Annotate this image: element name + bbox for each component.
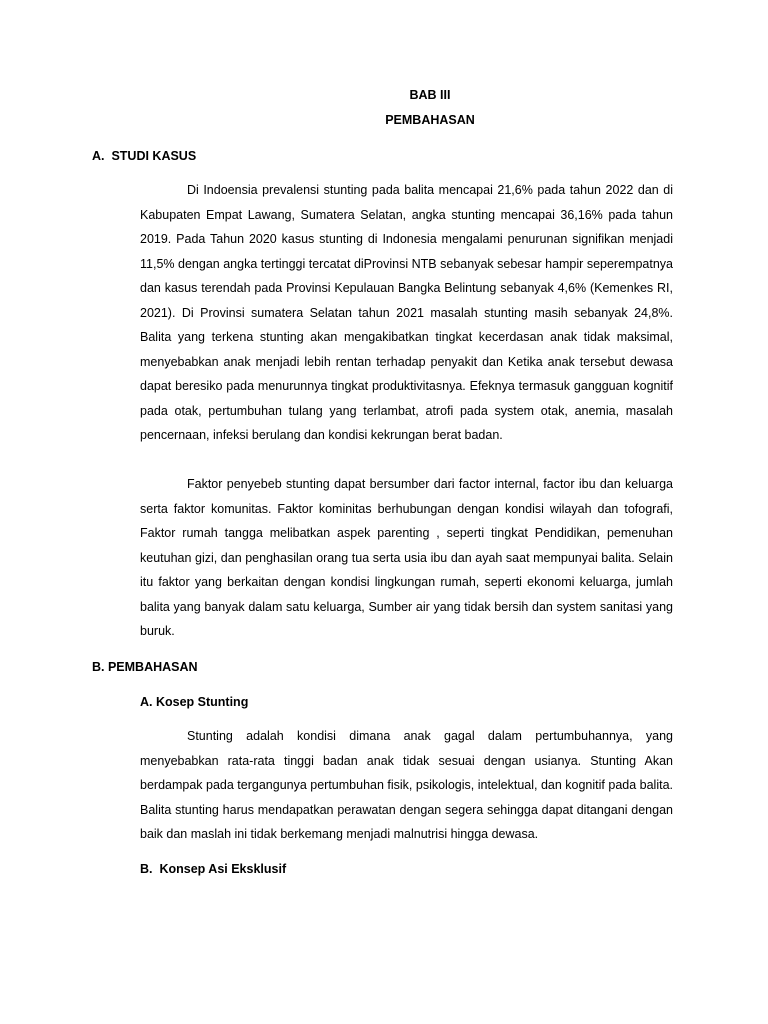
- subsection-a-paragraph: Stunting adalah kondisi dimana anak gagal dalam pertumbuhannya, yang menyebabkan rata-rata tinggi badan anak tidak sesuai dengan usianya. Stunting Akan berdampak pada tergangunya pertumbuhan fisik, psikologis, intelektual, dan kognitif pada balita. Balita stunting harus mendapatkan perawatan dengan segera sehingga dapat ditangani dengan baik dan maslah ini tidak berkemang menjadi malnutrisi hingga dewasa.: [140, 729, 673, 841]
- section-a-paragraph-1: Di Indoensia prevalensi stunting pada balita mencapai 21,6% pada tahun 2022 dan di Kabupaten Empat Lawang, Sumatera Selatan, angka stunting mencapai 36,16% pada tahun 2019. Pada Tahun 2020 kasus stunting di Indonesia mengalami penurunan signifikan menjadi 11,5% dengan angka tertinggi tercatat diProvinsi NTB sebanyak sebesar hampir seperempatnya dan kasus terendah pada Provinsi Kepulauan Bangka Belintung sebanyak 4,6% (Kemenkes RI, 2021). Di Provinsi sumatera Selatan tahun 2021 masalah stunting masih sebanyak 24,8%. Balita yang terkena stunting akan mengakibatkan tingkat kecerdasan anak tidak maksimal, menyebabkan anak menjadi lebih rentan terhadap penyakit dan Ketika anak tersebut dewasa dapat beresiko pada menurunnya tingkat produktivitasnya. Efeknya termasuk gangguan kognitif pada otak, pertumbuhan tulang yang terlambat, atrofi pada system otak, anemia, masalah pencernaan, infeksi berulang dan kondisi kekrungan berat badan.: [140, 183, 673, 442]
- section-a-paragraph-2: Faktor penyebeb stunting dapat bersumber dari factor internal, factor ibu dan keluarga serta faktor komunitas. Faktor kominitas berhubungan dengan kondisi wilayah dan tofografi, Faktor rumah tangga melibatkan aspek parenting , seperti tingkat Pendidikan, pemenuhan keutuhan gizi, dan penghasilan orang tua serta usia ibu dan ayah saat mempunyai balita. Selain itu faktor yang berkaitan dengan kondisi lingkungan rumah, seperti ekonomi keluarga, jumlah balita yang banyak dalam satu keluarga, Sumber air yang tidak bersih dan system sanitasi yang buruk.: [140, 477, 673, 638]
- subsection-b-heading: B. Konsep Asi Eksklusif: [140, 862, 287, 876]
- chapter-number: BAB III: [409, 88, 451, 102]
- chapter-title: PEMBAHASAN: [385, 113, 475, 127]
- subsection-a-heading: A. Kosep Stunting: [140, 695, 249, 709]
- section-b-heading: B. PEMBAHASAN: [92, 660, 198, 674]
- section-a-heading: A. STUDI KASUS: [92, 149, 197, 163]
